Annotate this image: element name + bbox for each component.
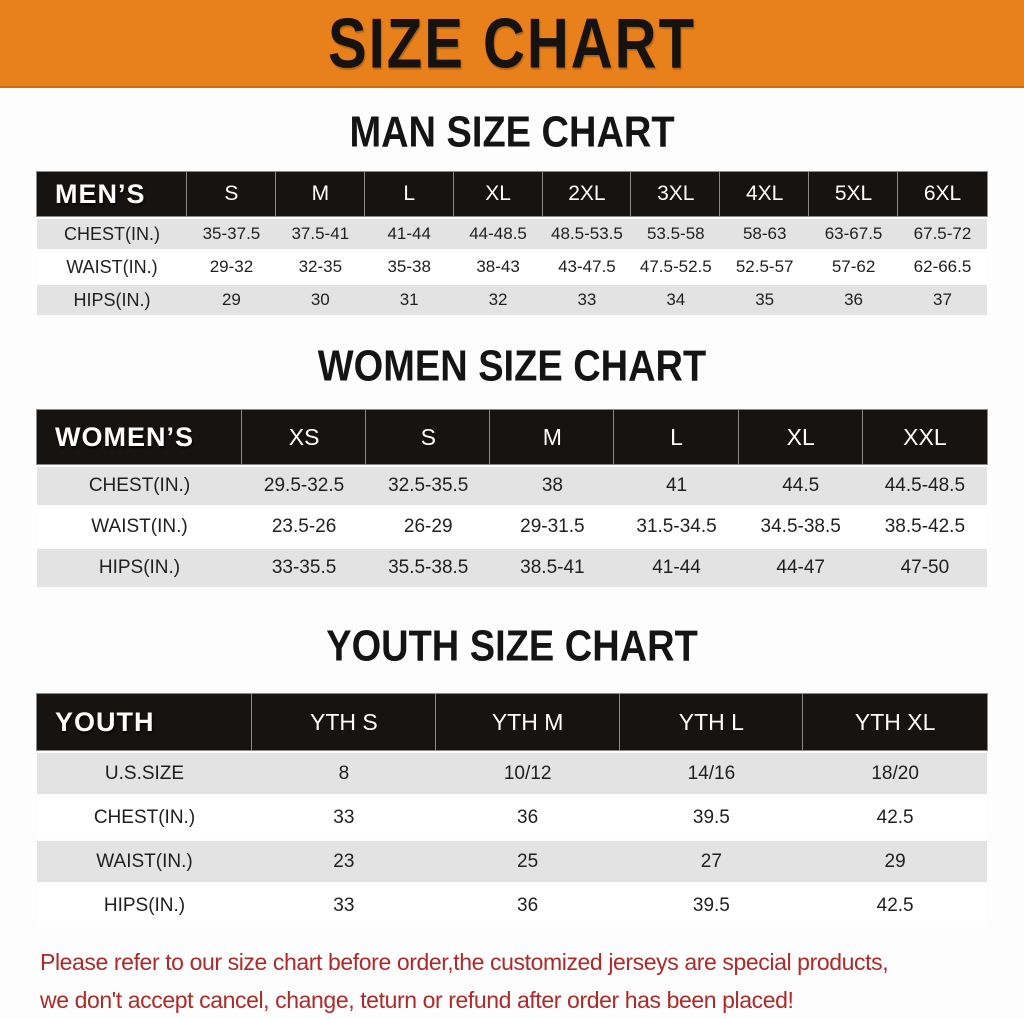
row-label: HIPS(IN.): [37, 285, 187, 315]
size-value-cell: 32: [454, 285, 543, 315]
size-value-cell: 42.5: [803, 797, 987, 838]
table-row: [37, 753, 987, 794]
size-value-cell: 39.5: [620, 797, 804, 838]
table-row: [37, 885, 987, 926]
size-column-header: XL: [739, 410, 863, 464]
size-value-cell: 38-43: [454, 252, 543, 282]
women-section-title: WOMEN SIZE CHART: [317, 342, 707, 392]
size-value-cell: 32.5-35.5: [366, 467, 490, 505]
size-value-cell: 34: [631, 285, 720, 315]
size-value-cell: 33: [252, 885, 436, 926]
row-label: CHEST(IN.): [37, 219, 187, 249]
size-value-cell: 38: [490, 467, 614, 505]
men-size-section: [0, 108, 1024, 318]
size-value-cell: 36: [436, 797, 620, 838]
size-column-header: XXL: [863, 410, 987, 464]
size-value-cell: 44-48.5: [454, 219, 543, 249]
size-value-cell: 42.5: [803, 885, 987, 926]
size-column-header: XL: [454, 172, 543, 216]
youth-size-table: [37, 691, 987, 929]
size-value-cell: 23: [252, 841, 436, 882]
size-column-header: YTH XL: [803, 694, 987, 750]
size-chart-banner: [0, 0, 1024, 88]
size-value-cell: 33: [252, 797, 436, 838]
size-value-cell: 35.5-38.5: [366, 549, 490, 587]
size-value-cell: 18/20: [803, 753, 987, 794]
size-column-header: 2XL: [543, 172, 632, 216]
row-label: CHEST(IN.): [37, 797, 252, 838]
size-column-header: XS: [242, 410, 366, 464]
men-section-heading: [0, 108, 1024, 158]
size-value-cell: 52.5-57: [720, 252, 809, 282]
disclaimer-line-2: we don't accept cancel, change, teturn or refund after order has been placed!: [40, 987, 794, 1013]
youth-section-title: YOUTH SIZE CHART: [326, 622, 698, 672]
size-value-cell: 53.5-58: [631, 219, 720, 249]
disclaimer-text: [0, 943, 1024, 1019]
size-value-cell: 35-38: [365, 252, 454, 282]
table-header-label: YOUTH: [37, 694, 252, 750]
size-column-header: L: [614, 410, 738, 464]
row-label: U.S.SIZE: [37, 753, 252, 794]
size-column-header: 5XL: [809, 172, 898, 216]
size-value-cell: 67.5-72: [898, 219, 987, 249]
table-header-row: [37, 694, 987, 750]
size-value-cell: 29: [803, 841, 987, 882]
size-value-cell: 32-35: [276, 252, 365, 282]
size-value-cell: 37: [898, 285, 987, 315]
table-row: [37, 285, 987, 315]
row-label: WAIST(IN.): [37, 508, 242, 546]
size-value-cell: 30: [276, 285, 365, 315]
table-header-label: WOMEN’S: [37, 410, 242, 464]
size-value-cell: 41: [614, 467, 738, 505]
size-value-cell: 27: [620, 841, 804, 882]
size-value-cell: 25: [436, 841, 620, 882]
size-value-cell: 29-32: [187, 252, 276, 282]
women-size-section: [0, 342, 1024, 590]
size-column-header: L: [365, 172, 454, 216]
size-value-cell: 35-37.5: [187, 219, 276, 249]
table-header-label: MEN’S: [37, 172, 187, 216]
size-value-cell: 29: [187, 285, 276, 315]
table-row: [37, 467, 987, 505]
size-value-cell: 37.5-41: [276, 219, 365, 249]
size-column-header: 6XL: [898, 172, 987, 216]
table-header-row: [37, 410, 987, 464]
row-label: WAIST(IN.): [37, 252, 187, 282]
size-value-cell: 34.5-38.5: [739, 508, 863, 546]
table-row: [37, 252, 987, 282]
size-value-cell: 29.5-32.5: [242, 467, 366, 505]
youth-section-heading: [0, 622, 1024, 672]
size-value-cell: 57-62: [809, 252, 898, 282]
size-column-header: S: [187, 172, 276, 216]
size-value-cell: 35: [720, 285, 809, 315]
size-value-cell: 14/16: [620, 753, 804, 794]
table-row: [37, 797, 987, 838]
disclaimer-line-1: Please refer to our size chart before order,the customized jerseys are special products,: [40, 949, 889, 975]
size-value-cell: 26-29: [366, 508, 490, 546]
row-label: CHEST(IN.): [37, 467, 242, 505]
size-column-header: S: [366, 410, 490, 464]
size-value-cell: 47.5-52.5: [631, 252, 720, 282]
table-header-row: [37, 172, 987, 216]
size-value-cell: 63-67.5: [809, 219, 898, 249]
size-value-cell: 38.5-42.5: [863, 508, 987, 546]
size-column-header: YTH L: [620, 694, 804, 750]
youth-size-section: [0, 622, 1024, 929]
size-value-cell: 23.5-26: [242, 508, 366, 546]
size-value-cell: 31.5-34.5: [614, 508, 738, 546]
size-value-cell: 43-47.5: [543, 252, 632, 282]
size-value-cell: 44-47: [739, 549, 863, 587]
size-column-header: 4XL: [720, 172, 809, 216]
size-value-cell: 33-35.5: [242, 549, 366, 587]
size-value-cell: 44.5-48.5: [863, 467, 987, 505]
women-size-table: [37, 407, 987, 590]
size-value-cell: 31: [365, 285, 454, 315]
size-value-cell: 8: [252, 753, 436, 794]
size-column-header: 3XL: [631, 172, 720, 216]
row-label: WAIST(IN.): [37, 841, 252, 882]
size-value-cell: 41-44: [365, 219, 454, 249]
size-column-header: M: [276, 172, 365, 216]
banner-title: SIZE CHART: [328, 3, 696, 83]
size-column-header: M: [490, 410, 614, 464]
size-column-header: YTH S: [252, 694, 436, 750]
men-size-table: [37, 169, 987, 318]
men-section-title: MAN SIZE CHART: [349, 108, 675, 158]
table-row: [37, 549, 987, 587]
row-label: HIPS(IN.): [37, 885, 252, 926]
size-value-cell: 62-66.5: [898, 252, 987, 282]
size-value-cell: 36: [436, 885, 620, 926]
table-row: [37, 841, 987, 882]
size-value-cell: 58-63: [720, 219, 809, 249]
size-value-cell: 41-44: [614, 549, 738, 587]
size-value-cell: 39.5: [620, 885, 804, 926]
size-value-cell: 29-31.5: [490, 508, 614, 546]
size-value-cell: 44.5: [739, 467, 863, 505]
size-value-cell: 38.5-41: [490, 549, 614, 587]
table-row: [37, 219, 987, 249]
size-column-header: YTH M: [436, 694, 620, 750]
row-label: HIPS(IN.): [37, 549, 242, 587]
size-value-cell: 47-50: [863, 549, 987, 587]
size-value-cell: 10/12: [436, 753, 620, 794]
table-row: [37, 508, 987, 546]
size-value-cell: 36: [809, 285, 898, 315]
size-value-cell: 33: [543, 285, 632, 315]
women-section-heading: [0, 342, 1024, 392]
size-value-cell: 48.5-53.5: [543, 219, 632, 249]
